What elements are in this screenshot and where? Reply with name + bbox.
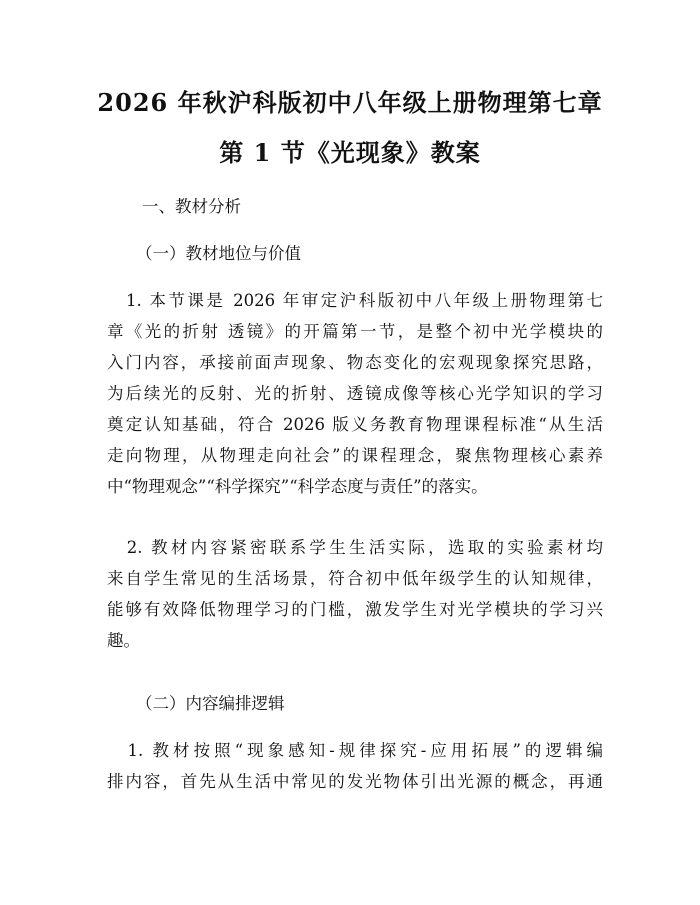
- paragraph-line: 中“物理观念”“科学探究”“科学态度与责任”的落实。: [107, 477, 488, 496]
- section-heading-teaching-material-analysis: 一、教材分析: [142, 197, 241, 216]
- paragraph-line: 奠定认知基础，符合 2026 版义务教育物理课程标准“从生活: [107, 415, 603, 434]
- paragraph-line: 趣。: [107, 631, 140, 650]
- paragraph-line: 为后续光的反射、光的折射、透镜成像等核心光学知识的学习: [107, 384, 603, 403]
- paragraph-line: 排内容，首先从生活中常见的发光物体引出光源的概念，再通: [107, 772, 603, 791]
- paragraph-line: 1. 教材按照“现象感知-规律探究-应用拓展”的逻辑编: [107, 741, 603, 760]
- paragraph-line: 来自学生常见的生活场景，符合初中低年级学生的认知规律，: [107, 569, 603, 588]
- paragraph-line: 入门内容，承接前面声现象、物态变化的宏观现象探究思路，: [107, 353, 603, 372]
- subsection-heading-content-arrangement: （二）内容编排逻辑: [136, 694, 285, 713]
- paragraph-line: 2. 教材内容紧密联系学生生活实际，选取的实验素材均: [107, 538, 603, 557]
- paragraph-line: 章《光的折射 透镜》的开篇第一节，是整个初中光学模块的: [107, 322, 603, 341]
- paragraph-line: 能够有效降低物理学习的门槛，激发学生对光学模块的学习兴: [107, 600, 603, 619]
- paragraph-line: 1. 本节课是 2026 年审定沪科版初中八年级上册物理第七: [107, 291, 603, 310]
- subsection-heading-position-and-value: （一）教材地位与价值: [136, 244, 301, 263]
- document-title-line-1: 2026 年秋沪科版初中八年级上册物理第七章: [97, 88, 603, 117]
- paragraph-line: 走向物理，从物理走向社会”的课程理念，聚焦物理核心素养: [107, 446, 603, 465]
- document-title-line-2: 第 1 节《光现象》教案: [219, 138, 481, 167]
